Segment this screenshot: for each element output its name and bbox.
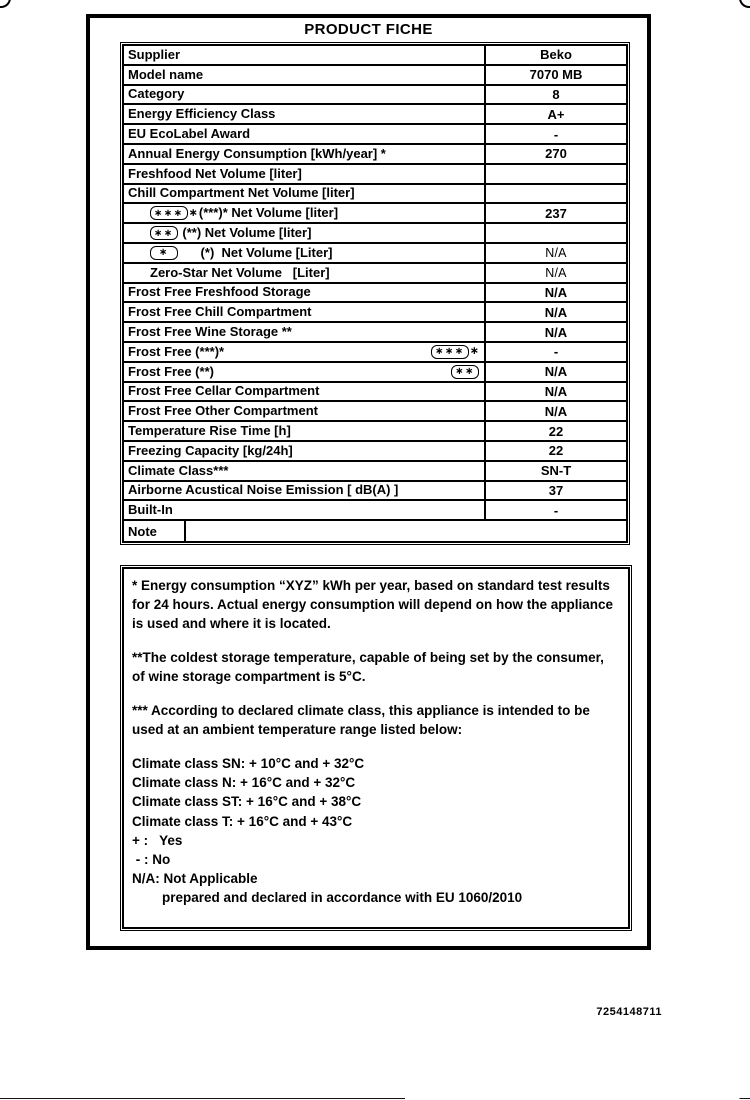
row-label-text: (***)* Net Volume [liter] <box>198 205 339 221</box>
footnote-para: * Energy consumption “XYZ” kWh per year, based on standard test results for 24 hours. Actual energy consumption will depend on how the appliance is used and where it is located. <box>132 578 617 631</box>
footnote-line: Climate class T: + 16°C and + 43°C <box>132 813 353 829</box>
row-label-text: Annual Energy Consumption [kWh/year] * <box>128 145 386 161</box>
fiche-table <box>120 42 630 545</box>
row-value: - <box>553 344 559 360</box>
row-label-text: Frost Free (**) <box>128 363 214 379</box>
row-label-text: (*) Net Volume [Liter] <box>178 244 333 260</box>
footnote-line: prepared and declared in accordance with EU 1060/2010 <box>132 890 523 906</box>
table-row <box>124 224 626 244</box>
table-row <box>124 145 626 165</box>
note-empty-cell <box>186 521 626 541</box>
row-label-text: Frost Free Other Compartment <box>128 403 318 419</box>
row-label <box>124 402 486 420</box>
three-star-plus-freezer-rating-icon: ∗∗∗ ∗ <box>431 345 479 359</box>
fiche-outer-frame <box>86 14 651 950</box>
row-value: N/A <box>544 284 568 300</box>
row-value <box>486 165 626 183</box>
row-label-text: Frost Free (***)* <box>128 343 225 359</box>
row-label <box>124 284 486 302</box>
row-label <box>124 66 486 84</box>
row-value <box>486 185 626 203</box>
table-row <box>124 442 626 462</box>
row-label <box>124 204 486 222</box>
row-label-text: Frost Free Wine Storage ** <box>128 324 292 340</box>
table-row <box>124 244 626 264</box>
row-label <box>124 165 486 183</box>
row-label-text: Chill Compartment Net Volume [liter] <box>128 185 355 201</box>
row-value: - <box>553 126 559 142</box>
row-label-text: Freezing Capacity [kg/24h] <box>128 442 293 458</box>
row-label-text: Frost Free Cellar Compartment <box>128 383 320 399</box>
row-label <box>124 501 486 519</box>
row-label <box>124 363 486 381</box>
row-label <box>124 125 486 143</box>
row-value: N/A <box>544 324 568 340</box>
row-label <box>124 323 486 341</box>
table-row-note <box>124 521 626 541</box>
row-value <box>486 224 626 242</box>
document-number: 7254148711 <box>596 1006 662 1018</box>
footnote-line: Climate class ST: + 16°C and + 38°C <box>132 794 362 810</box>
row-value: N/A <box>545 265 567 280</box>
table-row <box>124 185 626 205</box>
footnote-line: Climate class SN: + 10°C and + 32°C <box>132 756 365 771</box>
table-row <box>124 86 626 106</box>
row-label <box>124 343 486 361</box>
table-row <box>124 422 626 442</box>
table-row <box>124 165 626 185</box>
row-value: 22 <box>548 423 564 439</box>
row-label-text: Temperature Rise Time [h] <box>128 423 291 439</box>
row-value: N/A <box>544 304 568 320</box>
row-label <box>124 185 486 203</box>
row-label-text: Supplier <box>128 46 181 62</box>
row-value: A+ <box>547 106 565 122</box>
row-value: Beko <box>540 47 572 63</box>
row-value: N/A <box>544 383 568 399</box>
footnote-para: **The coldest storage temperature, capable of being set by the consumer, of wine storage compartment is 5°C. <box>132 650 608 684</box>
row-label <box>124 46 486 64</box>
table-row <box>124 343 626 363</box>
footnotes-box <box>120 565 632 931</box>
row-value: 237 <box>545 205 567 221</box>
table-row <box>124 264 626 284</box>
footnote-line: + : Yes <box>132 832 183 848</box>
scan-artifact <box>0 1098 750 1100</box>
row-label-text: Energy Efficiency Class <box>128 106 276 122</box>
table-row <box>124 462 626 482</box>
footnote-para: *** According to declared climate class, this appliance is intended to be used at an ambient temperature range listed below: <box>132 703 594 737</box>
row-label-text: Frost Free Freshfood Storage <box>128 284 311 300</box>
table-row <box>124 66 626 86</box>
table-row <box>124 204 626 224</box>
row-label <box>124 303 486 321</box>
row-label-text: Frost Free Chill Compartment <box>128 304 312 320</box>
table-row <box>124 125 626 145</box>
row-label-text: Climate Class*** <box>128 462 229 478</box>
table-row <box>124 284 626 304</box>
row-label <box>124 224 486 242</box>
row-value: - <box>553 502 559 518</box>
row-label <box>124 244 486 262</box>
row-label <box>124 86 486 104</box>
fiche-table-body <box>122 44 628 543</box>
row-label <box>124 105 486 123</box>
footnote-line: - : No <box>132 852 171 868</box>
row-label <box>124 462 486 480</box>
table-row <box>124 402 626 422</box>
table-row <box>124 363 626 383</box>
row-label-text: Airborne Acustical Noise Emission [ dB(A) ] <box>128 482 399 498</box>
footnote-line: Climate class N: + 16°C and + 32°C <box>132 775 356 791</box>
table-row <box>124 323 626 343</box>
row-value: 22 <box>548 443 564 459</box>
row-value: 7070 MB <box>529 67 583 83</box>
scan-artifact <box>0 0 11 8</box>
page-title: PRODUCT FICHE <box>304 21 433 38</box>
row-value: N/A <box>544 364 568 380</box>
row-value: N/A <box>545 245 567 260</box>
table-row <box>124 105 626 125</box>
row-label-text: Category <box>128 86 185 102</box>
row-label <box>124 482 486 500</box>
scan-artifact <box>739 0 750 8</box>
row-label-text: Built-In <box>128 502 173 518</box>
table-row <box>124 482 626 502</box>
footnotes-body <box>122 567 630 929</box>
two-star-freezer-rating-icon: ∗∗ <box>451 365 479 379</box>
row-label-text: Freshfood Net Volume [liter] <box>128 165 302 181</box>
row-label <box>124 383 486 401</box>
table-row <box>124 383 626 403</box>
three-star-plus-freezer-rating-icon: ∗∗∗ ∗ <box>150 206 198 220</box>
row-label-text: Zero-Star Net Volume [Liter] <box>150 264 330 280</box>
table-row <box>124 501 626 521</box>
row-label <box>124 422 486 440</box>
table-row <box>124 303 626 323</box>
row-value: SN-T <box>540 463 572 479</box>
table-row <box>124 46 626 66</box>
row-value: 270 <box>545 146 567 162</box>
row-label-text: EU EcoLabel Award <box>128 126 251 142</box>
one-star-freezer-rating-icon: ∗ <box>150 246 178 260</box>
row-label-text: Model name <box>128 66 204 82</box>
row-label <box>124 145 486 163</box>
two-star-freezer-rating-icon: ∗∗ <box>150 226 178 240</box>
row-value: N/A <box>544 403 568 419</box>
row-value: 8 <box>552 86 560 102</box>
row-label <box>124 442 486 460</box>
row-label-text: (**) Net Volume [liter] <box>178 225 312 241</box>
footnote-line: N/A: Not Applicable <box>132 871 258 887</box>
row-value: 37 <box>548 482 564 498</box>
row-label <box>124 264 486 282</box>
row-label: Note <box>124 521 186 541</box>
